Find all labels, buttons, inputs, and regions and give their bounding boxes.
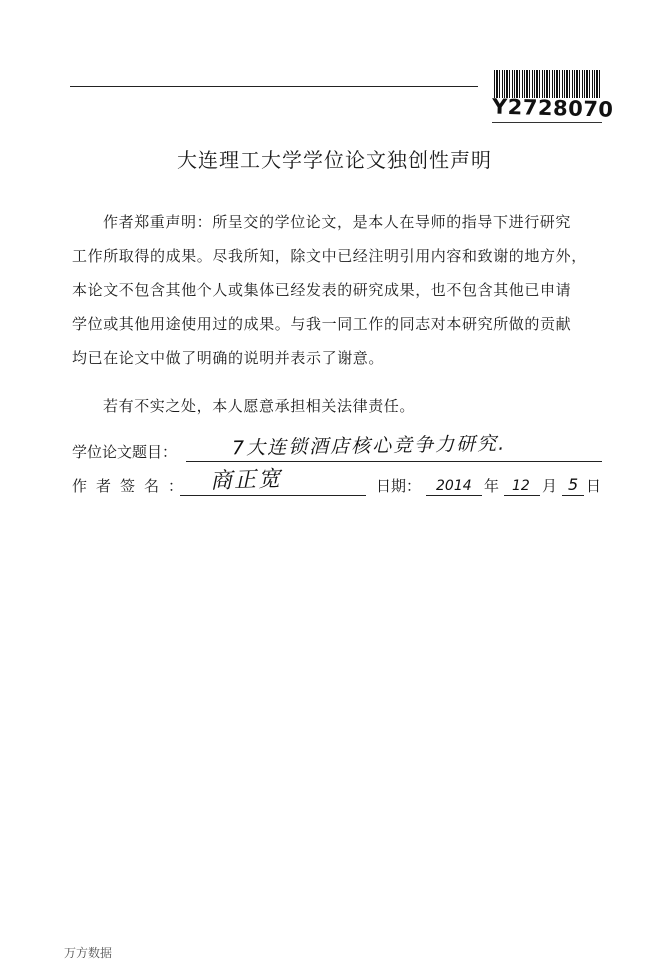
declaration-paragraph-2: 若有不实之处，本人愿意承担相关法律责任。 (103, 397, 416, 415)
declaration-line: 作者郑重声明：所呈交的学位论文，是本人在导师的指导下进行研究 (103, 213, 572, 231)
topic-handwritten: 7大连锁酒店核心竞争力研究. (231, 432, 507, 460)
year-unit: 年 (484, 477, 500, 495)
day-unit: 日 (586, 477, 602, 495)
date-label: 日期： (376, 477, 422, 495)
declaration-line: 工作所取得的成果。尽我所知，除文中已经注明引用内容和致谢的地方外， (72, 247, 587, 265)
barcode-label (488, 70, 614, 126)
thesis-topic-row (72, 432, 602, 464)
top-rule (70, 86, 478, 87)
barcode-underline (492, 122, 602, 123)
signature-date-row (72, 466, 602, 498)
author-signature: 商正宽 (209, 466, 283, 495)
topic-label: 学位论文题目： (72, 443, 178, 461)
month-unit: 月 (542, 477, 558, 495)
month-handwritten: 12 (512, 478, 530, 494)
declaration-line: 本论文不包含其他个人或集体已经发表的研究成果，也不包含其他已申请 (72, 281, 572, 299)
year-handwritten: 2014 (436, 478, 472, 494)
signature-label: 作者签名： (72, 477, 193, 495)
footer-watermark: 万方数据 (64, 946, 113, 960)
barcode-icon (494, 70, 600, 98)
declaration-paragraph-1 (72, 205, 612, 375)
barcode-id: Y2728070 (491, 94, 614, 122)
document-title: 大连理工大学学位论文独创性声明 (177, 148, 492, 172)
declaration-line: 均已在论文中做了明确的说明并表示了谢意。 (72, 349, 385, 367)
day-handwritten: 5 (568, 475, 579, 494)
declaration-line: 学位或其他用途使用过的成果。与我一同工作的同志对本研究所做的贡献 (72, 315, 572, 333)
